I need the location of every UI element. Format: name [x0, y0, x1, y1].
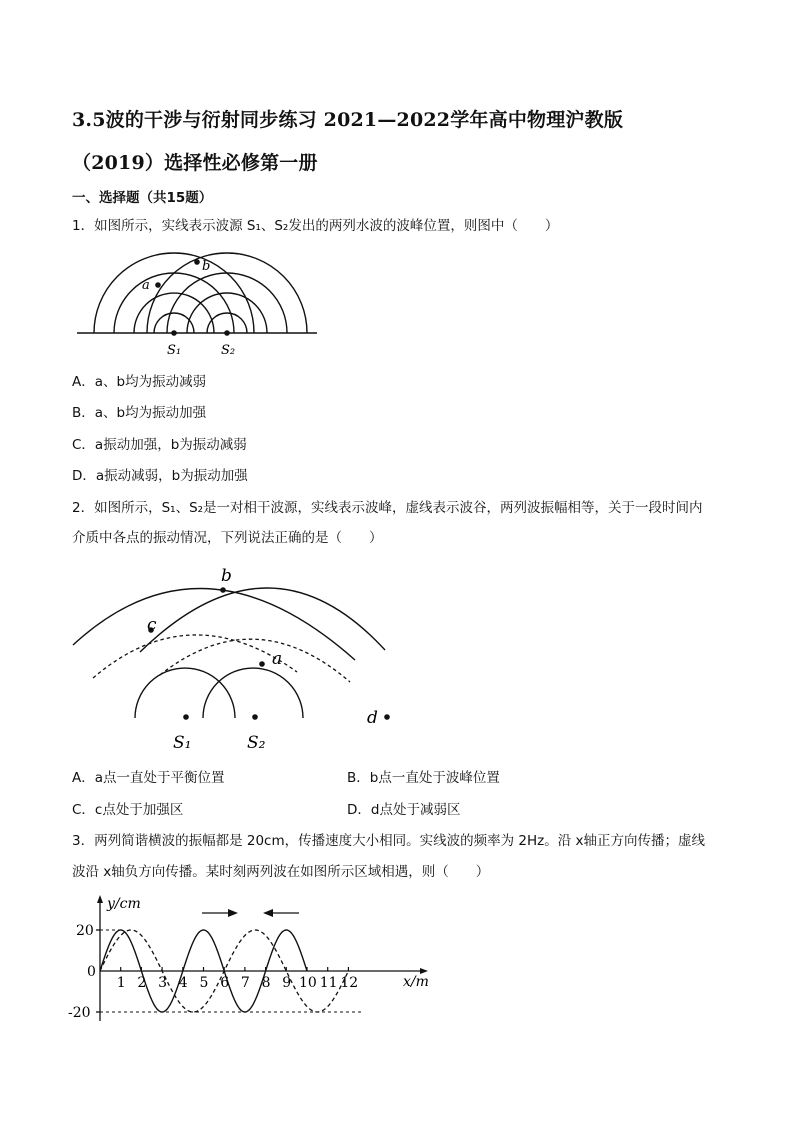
fig2-label-s1: S₁ — [173, 733, 192, 753]
fig2-s2-large-crest — [140, 588, 385, 652]
question-3-stem-line1: 3．两列简谐横波的振幅都是 20cm，传播速度大小相同。实线波的频率为 2Hz。沿 x轴正方向传播；虚线 — [72, 833, 706, 849]
fig1-s1-crest-3 — [114, 273, 234, 333]
fig1-label-s2: S₂ — [221, 343, 236, 358]
fig1-label-b: b — [202, 259, 211, 274]
fig2-label-b: b — [221, 566, 232, 586]
fig2-point-b — [220, 587, 226, 593]
fig3-x-tick-label: 6 — [220, 975, 230, 991]
fig2-label-c: c — [147, 615, 157, 635]
fig1-point-a — [155, 282, 161, 288]
fig3-x-tick-label: 1 — [116, 975, 126, 991]
fig2-point-a — [259, 661, 265, 667]
question-1-stem: 1．如图所示，实线表示波源 S₁、S₂发出的两列水波的波峰位置，则图中（ ） — [72, 218, 559, 234]
fig3-x-tick-label: 4 — [178, 975, 188, 991]
fig2-point-d — [384, 714, 390, 720]
fig3-x-tick-label: 8 — [261, 975, 271, 991]
fig3-y-tick-0: 0 — [87, 964, 96, 980]
fig3-x-tick-label: 5 — [199, 975, 209, 991]
question-1-option-d[interactable]: D．a振动减弱，b为振动加强 — [72, 468, 248, 484]
document-title-line2: （2019）选择性必修第一册 — [72, 152, 318, 174]
fig3-y-tick-neg20: -20 — [68, 1005, 91, 1021]
fig3-x-tick-label: 12 — [340, 975, 359, 991]
fig2-s1-small-crest — [135, 668, 235, 718]
question-1-figure — [72, 240, 322, 365]
fig1-point-b — [194, 259, 200, 265]
question-2-option-a[interactable]: A．a点一直处于平衡位置 — [72, 770, 225, 786]
fig2-s2-small-crest — [203, 668, 303, 718]
question-3-figure — [60, 893, 440, 1033]
fig3-x-tick-label: 7 — [240, 975, 250, 991]
question-3-stem-line2: 波沿 x轴负方向传播。某时刻两列波在如图所示区域相遇，则（ ） — [72, 864, 490, 880]
fig1-label-s1: S₁ — [167, 343, 182, 358]
fig3-y-tick-20: 20 — [76, 923, 94, 939]
fig2-source-s2 — [252, 714, 258, 720]
fig1-s2-crest-3 — [167, 273, 287, 333]
fig1-source-s1 — [171, 330, 177, 336]
fig3-left-arrow-head — [263, 909, 273, 917]
fig2-s1-trough — [93, 635, 297, 678]
fig3-x-tick-label: 2 — [137, 975, 147, 991]
fig2-s2-trough — [160, 639, 350, 682]
question-1-option-c[interactable]: C．a振动加强，b为振动减弱 — [72, 437, 247, 453]
question-2-option-c[interactable]: C．c点处于加强区 — [72, 802, 184, 818]
section-heading: 一、选择题（共15题） — [72, 190, 213, 206]
fig3-x-tick-label: 9 — [282, 975, 292, 991]
question-2-stem-line1: 2．如图所示，S₁、S₂是一对相干波源，实线表示波峰，虚线表示波谷，两列波振幅相等，关于一段时间内 — [72, 500, 703, 516]
fig3-x-tick-label: 11 — [319, 975, 338, 991]
question-2-stem-line2: 介质中各点的振动情况，下列说法正确的是（ ） — [72, 530, 383, 546]
question-2-figure — [65, 560, 405, 760]
fig3-x-tick-label: 3 — [158, 975, 168, 991]
document-title-line1: 3.5波的干涉与衍射同步练习 2021—2022学年高中物理沪教版 — [72, 109, 624, 131]
question-2-option-b[interactable]: B．b点一直处于波峰位置 — [347, 770, 500, 786]
fig2-source-s1 — [183, 714, 189, 720]
fig3-x-tick-label: 10 — [299, 975, 317, 991]
fig1-label-a: a — [142, 278, 150, 293]
fig3-x-axis-label: x/m — [403, 974, 429, 990]
fig3-y-axis-arrow — [97, 895, 103, 903]
fig1-source-s2 — [224, 330, 230, 336]
question-1-option-a[interactable]: A．a、b均为振动减弱 — [72, 374, 207, 390]
fig2-label-s2: S₂ — [247, 733, 266, 753]
question-1-option-b[interactable]: B．a、b均为振动加强 — [72, 405, 207, 421]
fig2-label-d: d — [367, 708, 378, 728]
fig2-label-a: a — [272, 649, 283, 669]
question-2-option-d[interactable]: D．d点处于减弱区 — [347, 802, 461, 818]
fig3-y-axis-label: y/cm — [107, 896, 141, 912]
fig3-right-arrow-head — [228, 909, 238, 917]
